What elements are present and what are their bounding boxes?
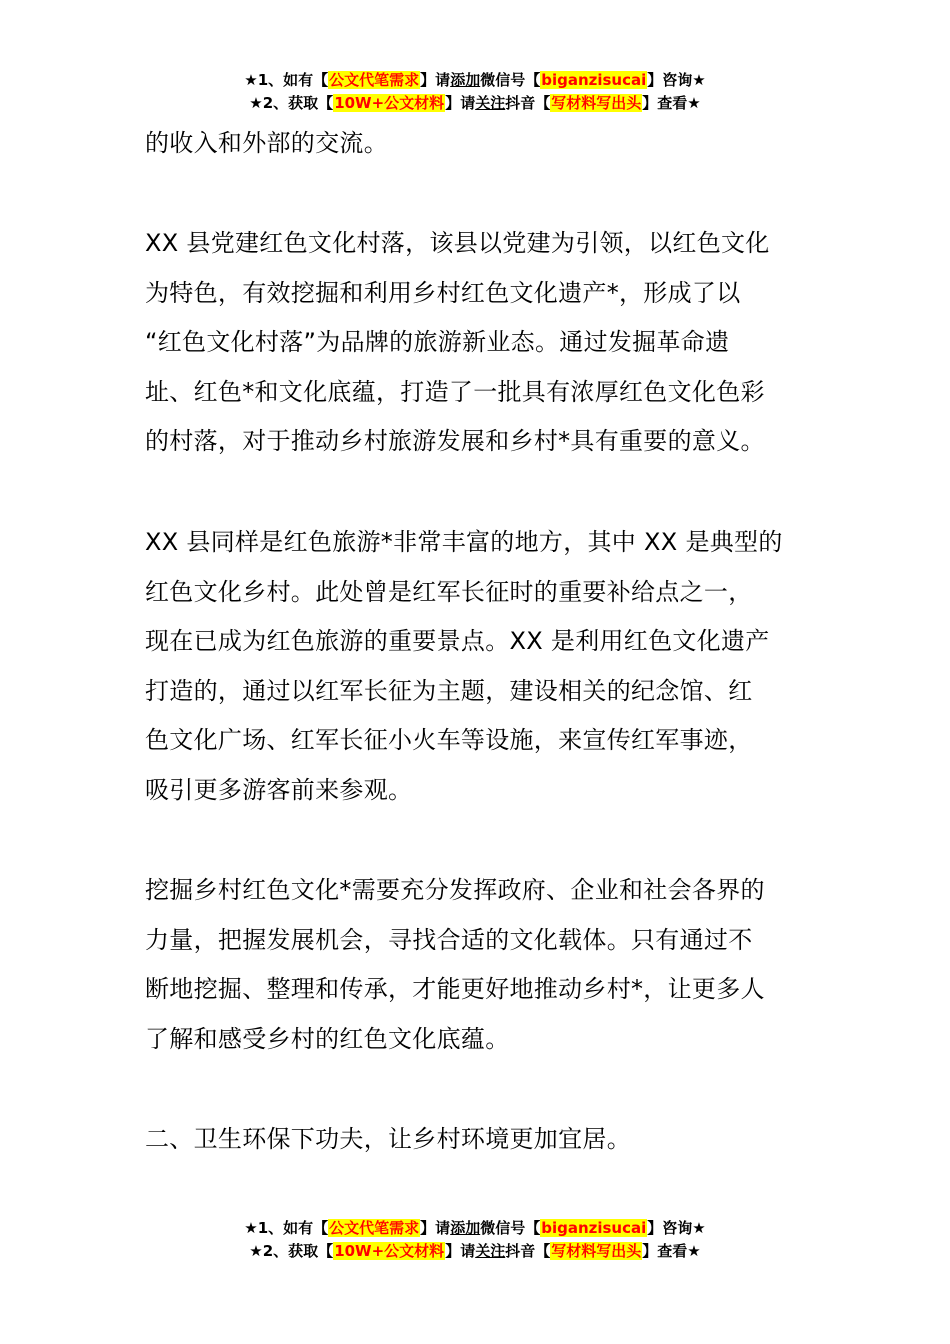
section-heading: [145, 1115, 810, 1165]
paragraph-cultural-mining: [145, 866, 810, 1064]
text-line: 了解和感受乡村的红色文化底蕴。: [145, 1024, 510, 1053]
highlight-wechat-id: biganzisucai: [541, 71, 647, 89]
banner-text: ★1、如有【: [244, 71, 329, 89]
highlight-materials: 10W+公文材料: [334, 1242, 445, 1260]
banner-text: 微信号【: [480, 71, 541, 89]
banner-emphasis: 添加: [450, 1219, 481, 1237]
banner-emphasis: 关注: [475, 94, 506, 112]
banner-text: 】咨询★: [647, 71, 706, 89]
banner-text: 】请: [420, 1219, 451, 1237]
banner-line-2: [0, 92, 950, 115]
highlight-douyin-account: 写材料写出头: [551, 94, 642, 112]
highlight-service: 公文代笔需求: [329, 1219, 420, 1237]
text-line: 的村落，对于推动乡村旅游发展和乡村*具有重要的意义。: [145, 427, 765, 455]
paragraph-red-culture-village: [145, 219, 810, 467]
highlight-materials: 10W+公文材料: [334, 94, 445, 112]
paragraph-red-tourism: [145, 518, 810, 815]
banner-text: ★2、获取【: [249, 1242, 334, 1260]
banner-text: 】查看★: [642, 94, 701, 112]
highlight-service: 公文代笔需求: [329, 71, 420, 89]
text-line: “红色文化村落”为品牌的旅游新业态。通过发掘革命遗: [145, 328, 730, 356]
banner-text: 抖音【: [505, 1242, 551, 1260]
footer-banner: [0, 1217, 950, 1263]
banner-line-1: [0, 1217, 950, 1240]
header-banner: [0, 69, 950, 115]
text-line: 断地挖掘、整理和传承，才能更好地推动乡村*，让更多人: [145, 975, 765, 1003]
banner-emphasis: 关注: [475, 1242, 506, 1260]
text-line: 力量，把握发展机会，寻找合适的文化载体。只有通过不: [145, 925, 753, 954]
banner-text: 抖音【: [505, 94, 551, 112]
banner-text: 】查看★: [642, 1242, 701, 1260]
text-line: 为特色，有效挖掘和利用乡村红色文化遗产*，形成了以: [145, 278, 741, 307]
highlight-douyin-account: 写材料写出头: [551, 1242, 642, 1260]
banner-text: 】请: [445, 1242, 476, 1260]
banner-text: 微信号【: [480, 1219, 541, 1237]
banner-text: 】请: [445, 94, 476, 112]
text-line: 吸引更多游客前来参观。: [145, 775, 413, 804]
text-line: 二、卫生环保下功夫，让乡村环境更加宜居。: [145, 1125, 631, 1153]
text-line: 现在已成为红色旅游的重要景点。XX 是利用红色文化遗产: [145, 627, 770, 655]
text-line: 址、红色*和文化底蕴，打造了一批具有浓厚红色文化色彩: [145, 377, 765, 406]
text-line: XX 县同样是红色旅游*非常丰富的地方，其中 XX 是典型的: [145, 528, 783, 556]
paragraph-continuation: [145, 119, 810, 169]
banner-line-1: [0, 69, 950, 92]
banner-text: 】咨询★: [647, 1219, 706, 1237]
text-line: XX 县党建红色文化村落，该县以党建为引领，以红色文化: [145, 229, 770, 257]
text-line: 打造的，通过以红军长征为主题，建设相关的纪念馆、红: [145, 676, 753, 705]
highlight-wechat-id: biganzisucai: [541, 1219, 647, 1237]
text-line: 的收入和外部的交流。: [145, 129, 388, 157]
text-line: 挖掘乡村红色文化*需要充分发挥政府、企业和社会各界的: [145, 876, 765, 904]
text-line: 色文化广场、红军长征小火车等设施，来宣传红军事迹，: [145, 726, 753, 754]
banner-text: ★2、获取【: [249, 94, 334, 112]
banner-emphasis: 添加: [450, 71, 481, 89]
banner-text: 】请: [420, 71, 451, 89]
banner-line-2: [0, 1240, 950, 1263]
banner-text: ★1、如有【: [244, 1219, 329, 1237]
text-line: 红色文化乡村。此处曾是红军长征时的重要补给点之一，: [145, 577, 753, 606]
